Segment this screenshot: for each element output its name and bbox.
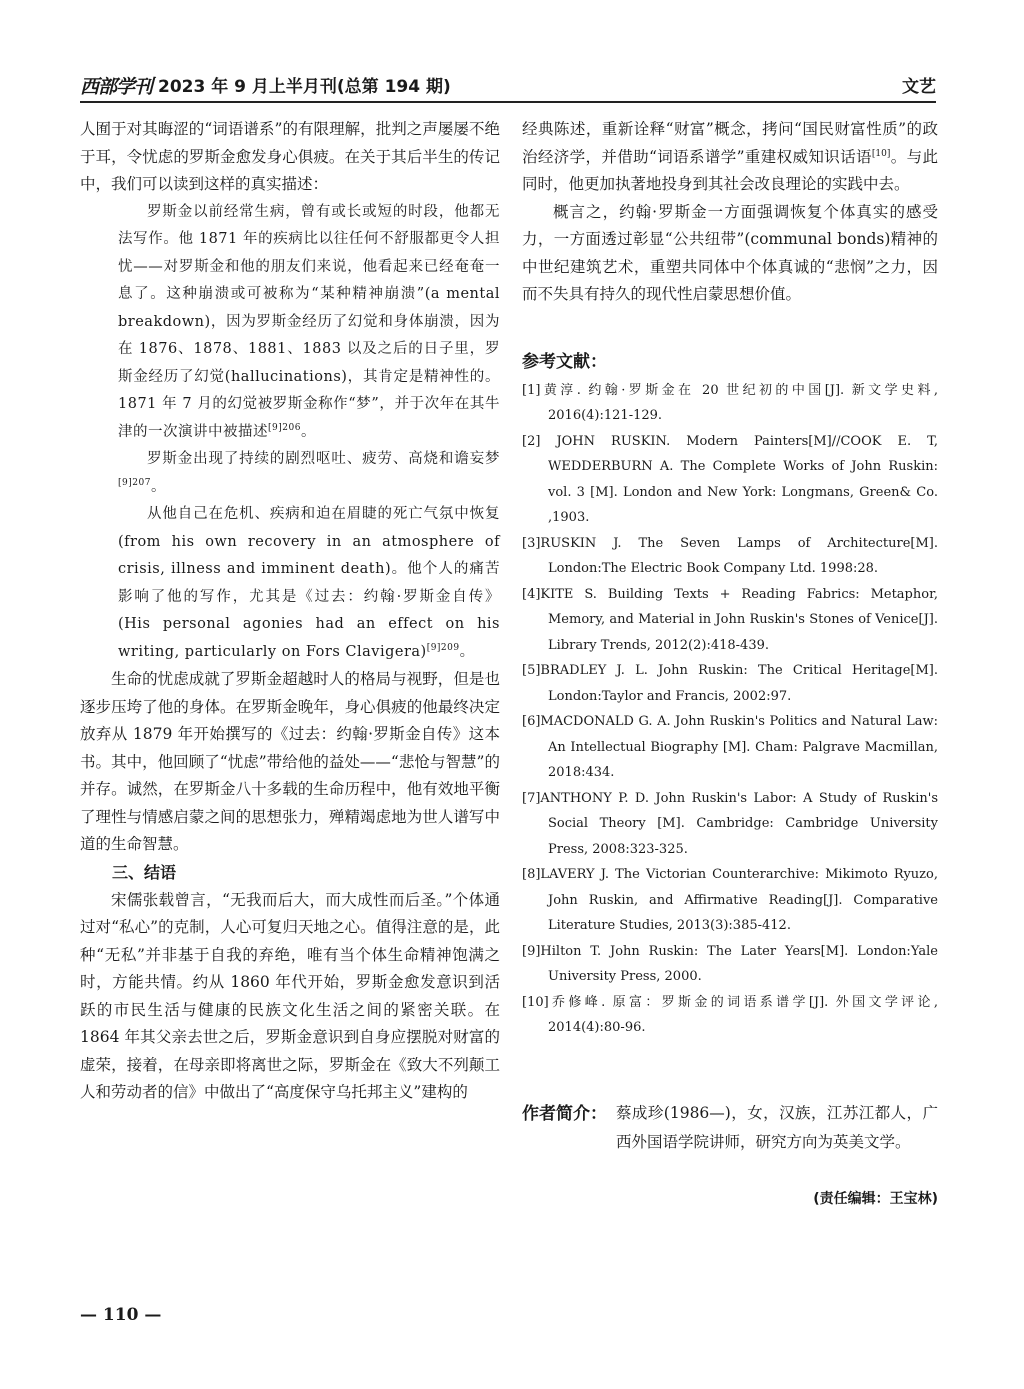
references-list (522, 378, 938, 1041)
reference-item: [6]MACDONALD G. A. John Ruskin's Politics and Natural Law: An Intellectual Biography [M]. Cham: Palgrave Macmillan, 2018:434. (522, 714, 938, 780)
section-heading: 三、结语 (112, 862, 177, 882)
reference-item: [7]ANTHONY P. D. John Ruskin's Labor: A Study of Ruskin's Social Theory [M]. Cambridge: Cambridge University Press, 2008:323-325. (522, 790, 938, 857)
journal-logo: 西部学刊 (80, 76, 153, 98)
citation-marker: [9]206 (268, 422, 301, 433)
editor-note: (责任编辑：王宝林) (813, 1191, 938, 1207)
paragraph: 经典陈述，重新诠释“财富”概念，拷问“国民财富性质”的政治经济学，并借助“词语系谱学”重建权威知识话语[10]。与此同时，他更加执著地投身到其社会改良理论的实践中去。 (522, 120, 938, 193)
reference-item: [8]LAVERY J. The Victorian Counterarchive: Mikimoto Ryuzo, John Ruskin, and Affirmative Reading[J]. Comparative Literature Studies, 2013(3):385-412. (522, 867, 938, 933)
citation-marker: [9]207 (118, 477, 151, 488)
reference-item: [2] JOHN RUSKIN. Modern Painters[M]//COOK E. T, WEDDERBURN A. The Complete Works of John Ruskin: vol. 3 [M]. London and New York: Longmans, Green& Co. ,1903. (522, 433, 938, 525)
author-bio (522, 1099, 938, 1157)
citation-marker: [9]209 (426, 642, 460, 653)
reference-item: [4]KITE S. Building Texts + Reading Fabrics: Metaphor, Memory, and Material in John Ruskin's Stones of Venice[J]. Library Trends, 2012(2):418-439. (522, 586, 938, 653)
author-label: 作者简介： (522, 1104, 607, 1124)
left-column (80, 116, 500, 1107)
right-column (522, 116, 938, 1041)
reference-item: [10]乔修峰. 原富：罗斯金的词语系谱学[J]. 外国文学评论, 2014(4):80-96. (522, 994, 938, 1035)
reference-item: [5]BRADLEY J. L. John Ruskin: The Critical Heritage[M]. London:Taylor and Francis, 2002:97. (522, 663, 938, 704)
paragraph: 概言之，约翰·罗斯金一方面强调恢复个体真实的感受力，一方面透过彰显“公共纽带”(communal bonds)精神的中世纪建筑艺术，重塑共同体中个体真诚的“悲悯”之力，因而不失具有持久的现代性启蒙思想价值。 (522, 202, 938, 303)
page-number: — 110 — (80, 1305, 162, 1325)
author-text: 蔡成珍(1986—)，女，汉族，江苏江都人，广西外国语学院讲师，研究方向为英美文学。 (616, 1104, 938, 1151)
reference-item: [1]黄淳. 约翰·罗斯金在 20 世纪初的中国[J]. 新文学史料, 2016(4):121-129. (522, 382, 938, 423)
section-label: 文艺 (902, 77, 936, 97)
paragraph: 人囿于对其晦涩的“词语谱系”的有限理解，批判之声屡屡不绝于耳，令忧虑的罗斯金愈发身心俱疲。在关于其后半生的传记中，我们可以读到这样的真实描述： (80, 120, 500, 193)
reference-item: [3]RUSKIN J. The Seven Lamps of Architecture[M]. London:The Electric Book Company Ltd. 1998:28. (522, 535, 938, 576)
block-quote: 罗斯金以前经常生病，曾有或长或短的时段，他都无法写作。他 1871 年的疾病比以往任何不舒服都更令人担忧——对罗斯金和他的朋友们来说，他看起来已经奄奄一息了。这种崩溃或可被称为“某种精神崩溃”(a mental breakdown)，因为罗斯金经历了幻觉和身体崩溃，因为在 1876、1878、1881、1883 以及之后的日子里，罗斯金经历了幻觉(hallucinations)，其肯定是精神性的。1871 年 7 月的幻觉被罗斯金称作“梦”，并于次年在其牛津的一次演讲中被描述$^{[9]206}$。 (118, 203, 500, 440)
citation-marker: [10] (871, 148, 891, 159)
header-rule (80, 101, 936, 103)
block-quote: 从他自己在危机、疾病和迫在眉睫的死亡气氛中恢复(from his own recovery in an atmosphere of crisis, illness and imminent death)。他个人的痛苦影响了他的写作，尤其是《过去：约翰·罗斯金自传》(His personal agonies had an effect on his writing, particularly on Fors Clavigera)$^{[9]209}$。 (118, 506, 500, 660)
block-quote: 罗斯金出现了持续的剧烈呕吐、疲劳、高烧和谵妄梦$^{[9]207}$。 (118, 451, 500, 495)
reference-item: [9]Hilton T. John Ruskin: The Later Years[M]. London:Yale University Press, 2000. (522, 943, 938, 984)
page-header (80, 72, 936, 100)
references-heading: 参考文献： (522, 351, 607, 372)
paragraph: 宋儒张载曾言，“无我而后大，而大成性而后圣。”个体通过对“私心”的克制，人心可复归天地之心。值得注意的是，此种“无私”并非基于自我的弃绝，唯有当个体生命精神饱满之时，方能共情。约从 1860 年代开始，罗斯金愈发意识到活跃的市民生活与健康的民族文化生活之间的紧密关联。在 1864 年其父亲去世之后，罗斯金意识到自身应摆脱对财富的虚荣，接着，在母亲即将离世之际，罗斯金在《致大不列颠工人和劳动者的信》中做出了“高度保守乌托邦主义”建构的 (80, 890, 500, 1101)
paragraph: 生命的忧虑成就了罗斯金超越时人的格局与视野，但是也逐步压垮了他的身体。在罗斯金晚年，身心俱疲的他最终决定放弃从 1879 年开始撰写的《过去：约翰·罗斯金自传》这本书。其中，他回顾了“忧虑”带给他的益处——“悲怆与智慧”的并存。诚然，在罗斯金八十多载的生命历程中，他有效地平衡了理性与情感启蒙之间的思想张力，殚精竭虑地为世人谱写中道的生命智慧。 (80, 670, 500, 853)
issue-info: 2023 年 9 月上半月刊(总第 194 期) (158, 77, 451, 97)
